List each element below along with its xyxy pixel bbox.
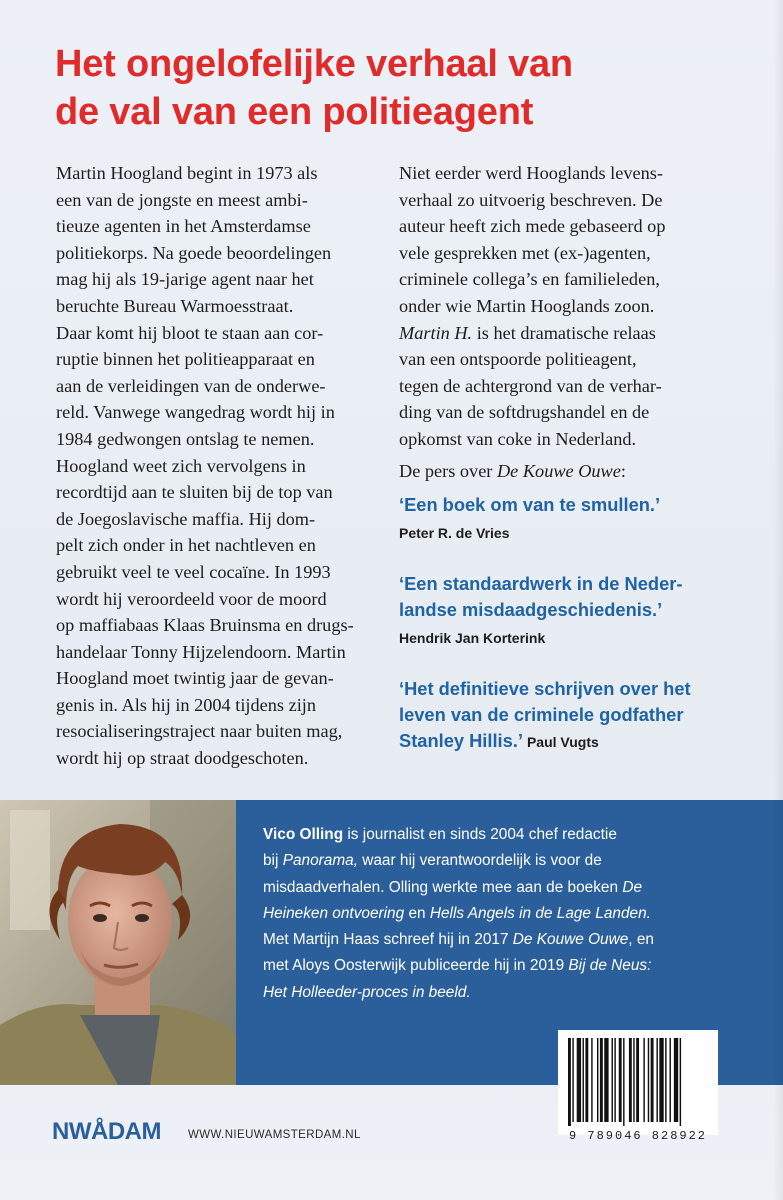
synopsis-right-column bbox=[399, 160, 739, 453]
barcode-bar bbox=[633, 1038, 634, 1122]
barcode-bar bbox=[651, 1038, 654, 1122]
barcode-bar bbox=[674, 1038, 678, 1122]
synopsis-line: verhaal zo uitvoerig beschreven. De bbox=[399, 189, 663, 210]
barcode-bar bbox=[585, 1038, 588, 1122]
bio-text: is journalist en sinds 2004 chef redactie bbox=[343, 826, 617, 843]
synopsis-line: 1984 gedwongen ontslag te nemen. bbox=[56, 428, 315, 449]
barcode-bar bbox=[619, 1038, 622, 1122]
press-intro-title: De Kouwe Ouwe bbox=[496, 461, 621, 481]
barcode-bar bbox=[665, 1038, 666, 1122]
headline bbox=[55, 40, 755, 136]
bio-line bbox=[263, 927, 768, 953]
synopsis-line: opkomst van coke in Nederland. bbox=[399, 428, 637, 449]
barcode-bar bbox=[656, 1038, 657, 1122]
quote-text: Stanley Hillis.’ bbox=[399, 730, 523, 751]
author-bio bbox=[263, 822, 768, 1006]
barcode-bar bbox=[572, 1038, 573, 1122]
bio-line bbox=[263, 980, 768, 1006]
book-title-italic: Martin H. bbox=[399, 322, 473, 343]
bio-italic: Het Holleeder-proces in beeld. bbox=[263, 983, 471, 1001]
synopsis-line: aan de verleidingen van de onderwe- bbox=[56, 375, 326, 396]
synopsis-line: mag hij als 19-jarige agent naar het bbox=[56, 269, 314, 290]
synopsis-line: Niet eerder werd Hooglands levens- bbox=[399, 163, 663, 183]
quote-text: leven van de criminele godfather bbox=[399, 704, 684, 725]
barcode-bar bbox=[659, 1038, 663, 1122]
bio-italic: Heineken ontvoering bbox=[263, 904, 405, 922]
barcode-bar bbox=[680, 1038, 681, 1126]
barcode-bar bbox=[629, 1038, 632, 1122]
quote-author: Peter R. de Vries bbox=[399, 525, 510, 541]
publisher-logo: NWÅDAM bbox=[52, 1118, 161, 1145]
synopsis-line: op maffiabaas Klaas Bruinsma en drugs- bbox=[56, 615, 354, 636]
synopsis-line: resocialiseringstraject naar buiten mag, bbox=[56, 721, 343, 742]
barcode-bar bbox=[577, 1038, 581, 1122]
quote-text-with-author bbox=[399, 728, 729, 755]
synopsis-line: tieuze agenten in het Amsterdamse bbox=[56, 216, 311, 237]
synopsis-line: ruptie binnen het politieapparaat en bbox=[56, 349, 315, 370]
barcode-bar bbox=[568, 1038, 571, 1126]
barcode-bar bbox=[597, 1038, 598, 1122]
synopsis-line: recordtijd aan te sluiten bij de top van bbox=[56, 482, 333, 503]
press-intro-prefix: De pers over bbox=[399, 461, 497, 481]
barcode-bar bbox=[612, 1038, 613, 1122]
bio-line bbox=[263, 848, 768, 874]
quote-text: ‘Een boek om van te smullen.’ bbox=[399, 494, 661, 515]
bio-text: waar hij verantwoordelijk is voor de bbox=[357, 852, 602, 870]
synopsis-line: genis in. Als hij in 2004 tijdens zijn bbox=[56, 694, 316, 715]
press-quote bbox=[399, 492, 729, 542]
synopsis-text: is het dramatische relaas bbox=[472, 322, 656, 343]
synopsis-line: Hoogland weet zich vervolgens in bbox=[56, 455, 306, 476]
synopsis-line: een van de jongste en meest ambi- bbox=[56, 189, 308, 210]
barcode-bar bbox=[591, 1038, 592, 1122]
synopsis-line: handelaar Tonny Hijzelendoorn. Martin bbox=[56, 641, 346, 662]
synopsis-line: Daar komt hij bloot te staan aan cor- bbox=[56, 322, 324, 343]
publisher-url[interactable]: WWW.NIEUWAMSTERDAM.NL bbox=[188, 1129, 361, 1141]
synopsis-line: tegen de achtergrond van de verhar- bbox=[399, 375, 662, 396]
synopsis-line: Martin Hoogland begint in 1973 als bbox=[56, 163, 318, 183]
synopsis-line: politiekorps. Na goede beoordelingen bbox=[56, 242, 332, 263]
barcode-bar bbox=[636, 1038, 639, 1122]
synopsis-line: wordt hij veroordeeld voor de moord bbox=[56, 588, 327, 609]
synopsis-line: criminele collega’s en familieleden, bbox=[399, 269, 660, 290]
synopsis-line: pelt zich onder in het nachtleven en bbox=[56, 535, 316, 556]
author-photo-illustration bbox=[0, 800, 236, 1085]
synopsis-line: de Joegoslavische maffia. Hij dom- bbox=[56, 508, 316, 529]
barcode-bar bbox=[670, 1038, 671, 1122]
bio-text: Met Martijn Haas schreef hij in 2017 bbox=[263, 931, 513, 949]
bio-text: misdaadverhalen. Olling werkte mee aan de boeken bbox=[263, 878, 623, 896]
quote-author: Paul Vugts bbox=[526, 734, 599, 750]
barcode-bar bbox=[614, 1038, 615, 1122]
bio-line bbox=[263, 901, 768, 927]
barcode-bar bbox=[623, 1038, 624, 1126]
synopsis-line: gebruikt veel te veel cocaïne. In 1993 bbox=[56, 561, 331, 582]
bio-italic: De bbox=[622, 878, 643, 896]
quote-text: ‘Een standaardwerk in de Neder- bbox=[399, 573, 683, 594]
bio-italic: Bij de Neus: bbox=[568, 957, 652, 975]
synopsis-line: auteur heeft zich mede gebaseerd op bbox=[399, 216, 666, 237]
barcode-bar bbox=[648, 1038, 649, 1122]
synopsis-line: wordt hij op straat doodgeschoten. bbox=[56, 748, 309, 769]
synopsis-line: van een ontspoorde politieagent, bbox=[399, 349, 637, 370]
synopsis-left-column bbox=[56, 160, 386, 772]
press-intro-suffix: : bbox=[620, 461, 626, 481]
bio-line bbox=[263, 953, 768, 979]
quote-author: Hendrik Jan Korterink bbox=[399, 630, 546, 646]
synopsis-line: reld. Vanwege wangedrag wordt hij in bbox=[56, 402, 335, 423]
barcode-number: 9 789046 828922 bbox=[568, 1129, 708, 1143]
author-name: Vico Olling bbox=[263, 826, 344, 843]
synopsis-line-with-title bbox=[399, 320, 739, 347]
synopsis-line: beruchte Bureau Warmoesstraat. bbox=[56, 295, 294, 316]
press-quote bbox=[399, 571, 729, 647]
headline-line: Het ongelofelijke verhaal van bbox=[55, 43, 573, 85]
bio-text: , en bbox=[628, 931, 654, 949]
barcode-bar bbox=[604, 1038, 608, 1122]
barcode bbox=[558, 1030, 718, 1143]
author-photo bbox=[0, 800, 236, 1085]
synopsis-line: onder wie Martin Hooglands zoon. bbox=[399, 295, 655, 316]
press-intro bbox=[399, 461, 626, 482]
barcode-bar bbox=[643, 1038, 644, 1122]
bio-italic: Panorama, bbox=[282, 852, 358, 870]
press-quote bbox=[399, 676, 729, 755]
synopsis-line: vele gesprekken met (ex-)agenten, bbox=[399, 242, 651, 263]
bio-line bbox=[263, 822, 768, 848]
synopsis-line: ding van de softdrugshandel en de bbox=[399, 402, 650, 423]
headline-line: de val van een politieagent bbox=[55, 91, 534, 133]
bio-text: en bbox=[404, 904, 430, 922]
bio-text: bij bbox=[263, 852, 283, 870]
bio-italic: De Kouwe Ouwe bbox=[512, 931, 629, 949]
barcode-bar bbox=[583, 1038, 584, 1122]
bio-italic: Hells Angels in de Lage Landen. bbox=[429, 904, 651, 922]
quote-text: landse misdaadgeschiedenis.’ bbox=[399, 599, 663, 620]
bio-text: met Aloys Oosterwijk publiceerde hij in 2019 bbox=[263, 957, 569, 975]
synopsis-line: Hoogland moet twintig jaar de gevan- bbox=[56, 668, 334, 689]
barcode-bars bbox=[566, 1038, 710, 1126]
barcode-bar bbox=[600, 1038, 603, 1122]
quote-text: ‘Het definitieve schrijven over het bbox=[399, 678, 691, 699]
bio-line bbox=[263, 875, 768, 901]
